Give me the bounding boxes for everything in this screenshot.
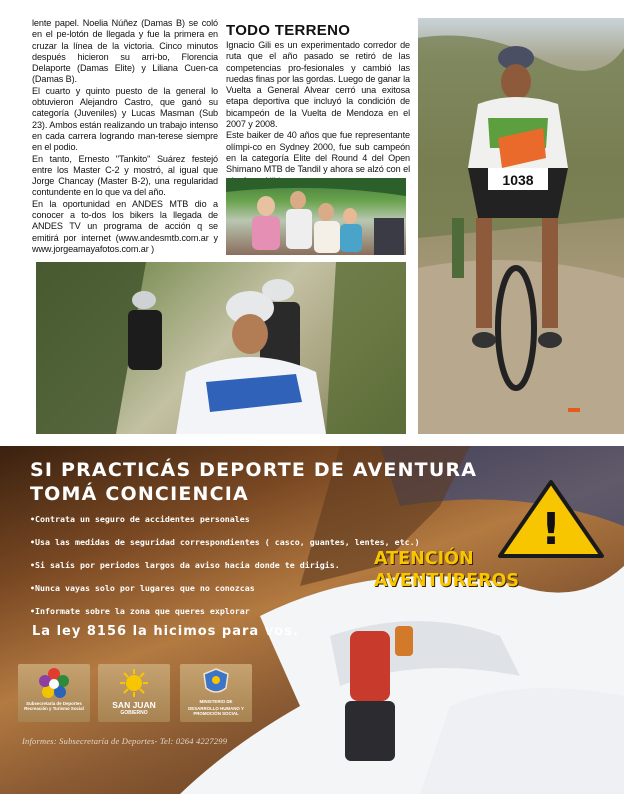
safety-tip: •Si salís por periodos largos da aviso hacia donde te dirigis. (30, 560, 340, 570)
safety-tips-list (30, 508, 420, 623)
article-paragraph: Ignacio Gili es un experimentado corredor de ruta que el año pasado se retiró de las competencias pro-fesionales y cambió las ruedas finas por las gordas. Luego de ganar la Vuelta a General Alvear cerró una exitosa etapa deportiva que incluyó la condición de bicampeón de la Vuelta de Mendoza en el 2007 y 2008. (226, 40, 410, 130)
logo-subtitle: GOBIERNO (120, 710, 148, 716)
article-column-right (226, 40, 410, 187)
shield-emblem-icon (203, 668, 229, 696)
article-paragraph: En la oportunidad en ANDES MTB dio a conocer a to-dos los bikers la llegada de ANDES TV un programa de acción q se emitirá por internet (www.andesmtb.com.ar y www.jorgeamayafotos.com.ar ) (32, 198, 218, 254)
logo-human-development (180, 664, 252, 722)
law-slogan: La ley 8156 la hicimos para vos. (32, 624, 299, 639)
article-column-left (32, 18, 218, 255)
safety-tip: •Contrata un seguro de accidentes personales (30, 514, 250, 524)
article-paragraph: Este baiker de 40 años que fue representante olímpi-co en Sydney 2000, fue sub campeón en la categoría Elite del Round 4 del Open Shimano MTB de Tandil y ahora se alzó con el (226, 130, 410, 175)
safety-tip: •Informate sobre la zona que queres explorar (30, 606, 250, 616)
ad-headline-line: TOMÁ CONCIENCIA (30, 483, 249, 505)
logo-label: Subsecretaría de Deportes Recreación y Turismo Social (24, 701, 84, 711)
safety-tip: •Nunca vayas solo por lugares que no conozcas (30, 583, 255, 593)
family-photo-art (226, 178, 406, 255)
riders-photo-art (36, 262, 406, 434)
family-photo (226, 178, 406, 255)
section-heading: TODO TERRENO (226, 22, 351, 39)
alert-line: AVENTUREROS (374, 571, 520, 591)
warning-triangle-icon (496, 478, 606, 560)
ad-headline-line: SI PRACTICÁS DEPORTE DE AVENTURA (30, 459, 478, 481)
safety-tip: •Usa las medidas de seguridad correspondientes ( casco, guantes, lentes, etc.) (30, 537, 420, 547)
logo-label: DESARROLLO HUMANO Y PROMOCIÓN SOCIAL (188, 706, 244, 716)
safety-advertisement (0, 446, 624, 794)
logo-san-juan (98, 664, 170, 722)
warning-symbol: ! (540, 504, 562, 555)
colorful-star-logo-icon (39, 668, 69, 698)
cyclist-photo-art (418, 18, 624, 434)
article-paragraph: El cuarto y quinto puesto de la general lo obtuvieron Alejandro Castro, que ganó su categoría (Juveniles) y Lucas Masman (Sub 23). Ambos están realizando un trabajo intenso en cada carrera logrando man-terese siempre en el podio. (32, 85, 218, 153)
logo-label-top: MINISTERIO DE (199, 699, 233, 704)
alert-line: ATENCIÓN (374, 549, 474, 569)
ad-headline (30, 458, 477, 506)
sun-logo-icon (119, 668, 149, 698)
ad-footer-contact: Informes: Subsecretaría de Deportes- Tel: 0264 4227299 (22, 736, 228, 746)
riders-photo (36, 262, 406, 434)
cyclist-photo (418, 18, 624, 434)
logo-title: SAN JUAN (112, 700, 156, 710)
article-paragraph: En tanto, Ernesto "Tankito" Suárez festejó entre los Master C-2 y mostró, al igual que Jorge Chancay (Master B-2), una regularidad contundente en lo que va del año. (32, 153, 218, 198)
bib-number: 1038 (502, 172, 534, 188)
article-paragraph: lente papel. Noelia Núñez (Damas B) se coló en el pe-lotón de llegada y fue la primera en cruzar la línea de la victoria. Cinco minutos después hicieron su arri-bo, Florencia Delaporte (Damas Elite) y Liliana Cuen-ca (Damas B). (32, 18, 218, 85)
logo-sports-secretariat (18, 664, 90, 722)
